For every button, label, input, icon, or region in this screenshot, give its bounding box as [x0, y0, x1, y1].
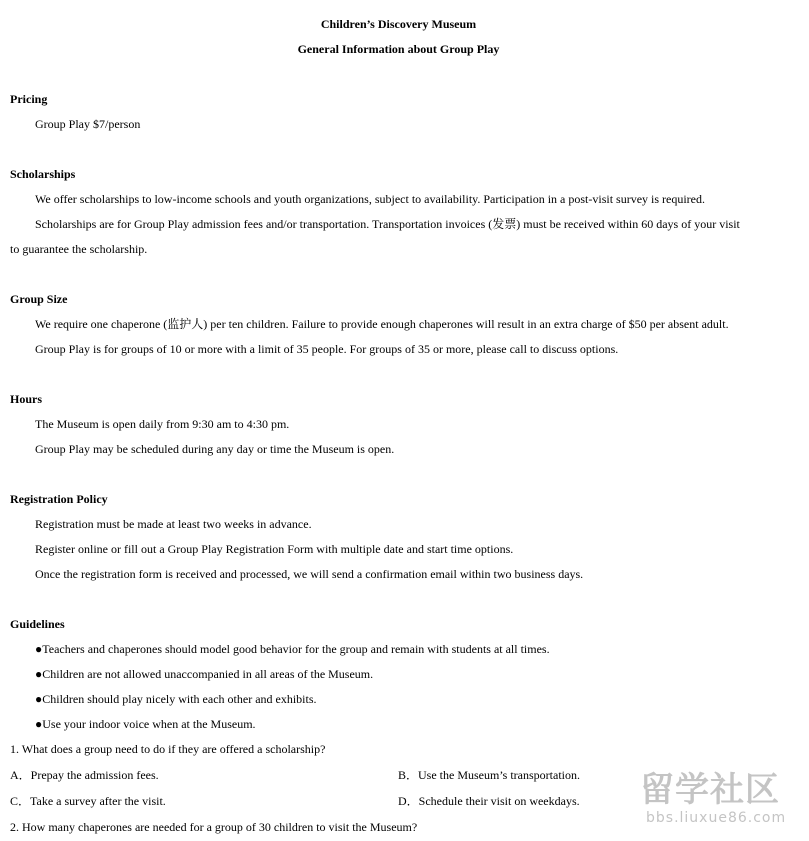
group-size-line: We require one chaperone (监护人) per ten children. Failure to provide enough chaperones will result in an extra charge of $50 per absent adult.: [35, 317, 729, 331]
heading-scholarships: Scholarships: [10, 167, 76, 181]
watermark-main-text: 留学社区: [640, 770, 780, 810]
question-1-option-b: B．Use the Museum’s transportation.: [398, 768, 580, 782]
question-1-option-c: C．Take a survey after the visit.: [10, 794, 166, 808]
watermark-logo: [640, 770, 800, 830]
pricing-line: Group Play $7/person: [35, 117, 141, 131]
guideline-item: ●Teachers and chaperones should model good behavior for the group and remain with students at all times.: [35, 642, 550, 656]
question-1-option-d: D．Schedule their visit on weekdays.: [398, 794, 580, 808]
heading-group-size: Group Size: [10, 292, 68, 306]
heading-hours: Hours: [10, 392, 43, 406]
heading-registration-policy: Registration Policy: [10, 492, 108, 506]
document-subtitle: General Information about Group Play: [297, 42, 500, 56]
group-size-line: Group Play is for groups of 10 or more with a limit of 35 people. For groups of 35 or more, please call to discuss options.: [35, 342, 619, 356]
guideline-item: ●Children should play nicely with each other and exhibits.: [35, 692, 317, 706]
guideline-item: ●Children are not allowed unaccompanied in all areas of the Museum.: [35, 667, 374, 681]
question-2: 2. How many chaperones are needed for a group of 30 children to visit the Museum?: [10, 820, 418, 834]
heading-pricing: Pricing: [10, 92, 48, 106]
registration-line: Once the registration form is received and processed, we will send a confirmation email within two business days.: [35, 567, 584, 581]
registration-line: Register online or fill out a Group Play Registration Form with multiple date and start time options.: [35, 542, 514, 556]
watermark-url-text: bbs.liuxue86.com: [646, 810, 787, 826]
scholarships-line: Scholarships are for Group Play admission fees and/or transportation. Transportation invoices (发票) must be received within 60 days of your visit: [35, 217, 740, 231]
registration-line: Registration must be made at least two weeks in advance.: [35, 517, 312, 531]
hours-line: The Museum is open daily from 9:30 am to 4:30 pm.: [35, 417, 290, 431]
question-1-option-a: A．Prepay the admission fees.: [10, 768, 159, 782]
heading-guidelines: Guidelines: [10, 617, 65, 631]
question-1: 1. What does a group need to do if they are offered a scholarship?: [10, 742, 326, 756]
guideline-item: ●Use your indoor voice when at the Museum.: [35, 717, 256, 731]
hours-line: Group Play may be scheduled during any day or time the Museum is open.: [35, 442, 395, 456]
scholarships-line: We offer scholarships to low-income schools and youth organizations, subject to availability. Participation in a post-visit survey is required.: [35, 192, 706, 206]
scholarships-line: to guarantee the scholarship.: [10, 242, 148, 256]
document-title: Children’s Discovery Museum: [320, 17, 477, 31]
